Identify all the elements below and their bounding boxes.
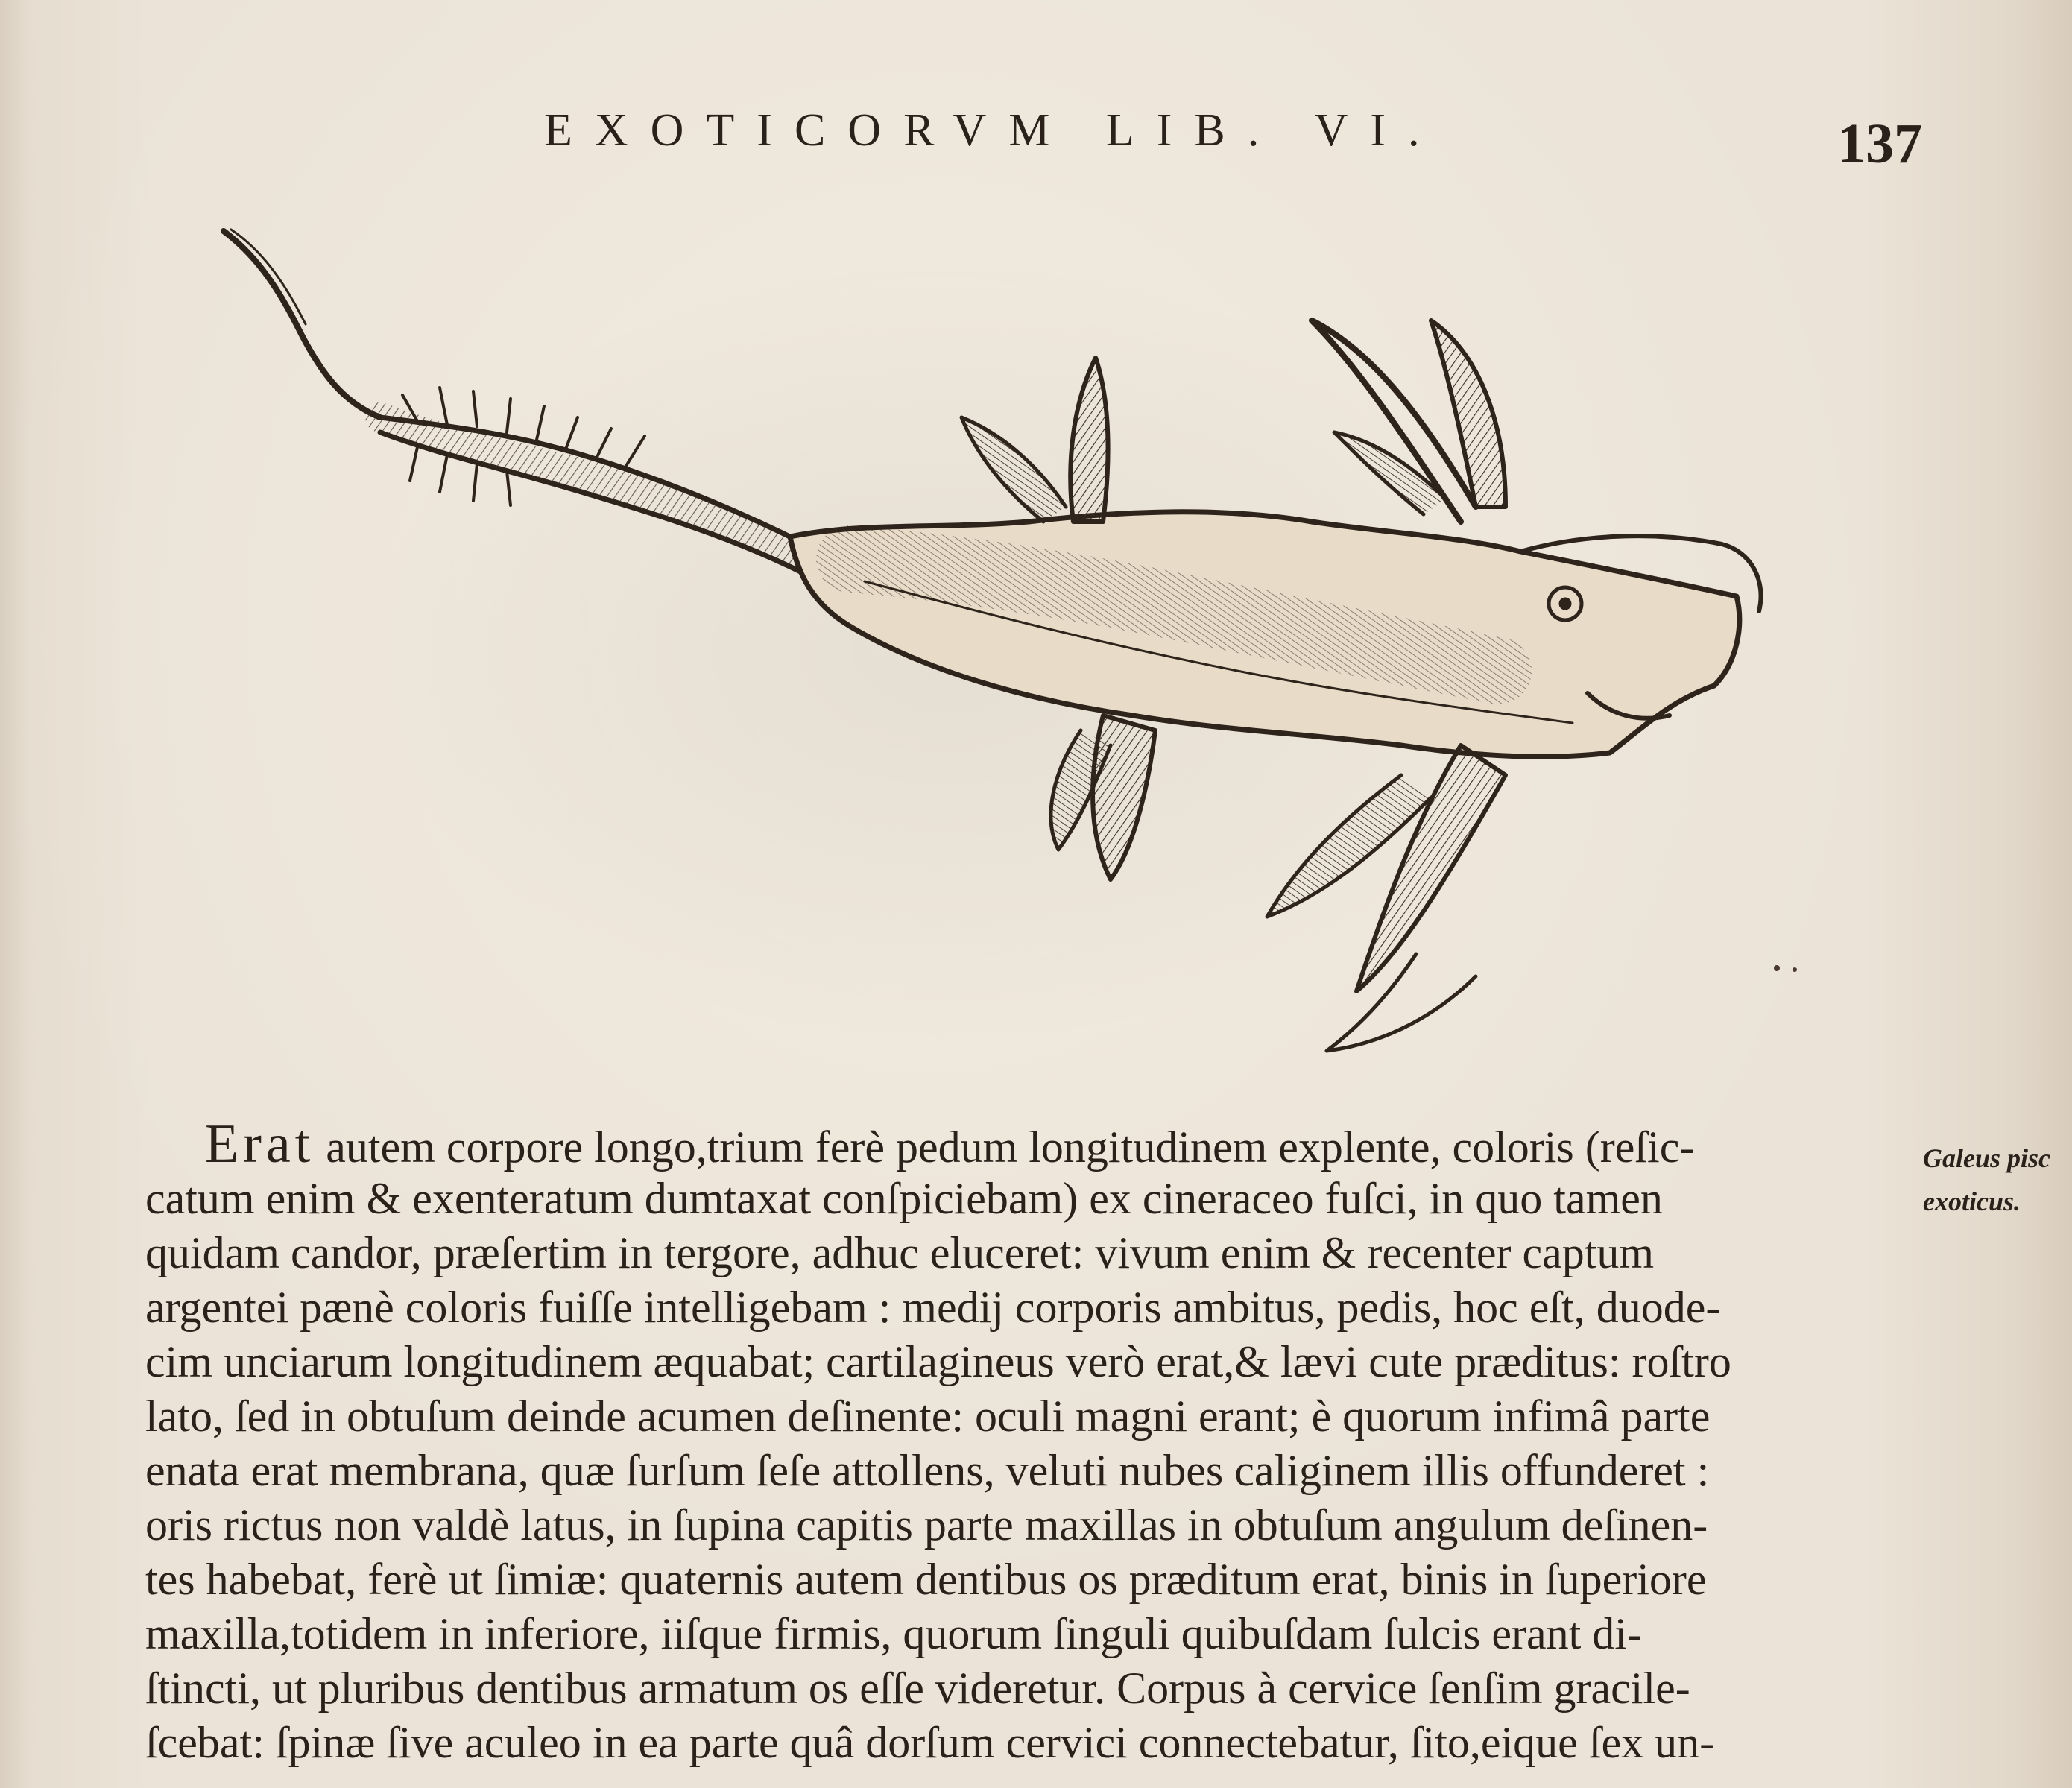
text-line: lato, ſed in obtuſum deinde acumen deſinente: oculi magni erant; è quorum infimâ parte — [145, 1391, 1711, 1441]
text-line: cim unciarum longitudinem æquabat; cartilagineus verò erat,& lævi cute præditus: roſtro — [145, 1337, 1731, 1386]
ink-speck — [1774, 965, 1780, 971]
marginal-note-line: exoticus. — [1923, 1187, 2021, 1216]
text-line: ſcebat: ſpinæ ſive aculeo in ea parte quâ dorſum cervici connectebatur, ſito,eique ſex un- — [145, 1718, 1715, 1767]
shark-woodcut-illustration — [194, 209, 1789, 1088]
ink-speck — [1793, 967, 1797, 972]
initial-word: Erat — [205, 1114, 315, 1175]
text-line: quidam candor, præſertim in tergore, adhuc eluceret: vivum enim & recenter captum — [145, 1228, 1655, 1277]
text-line: oris rictus non valdè latus, in ſupina capitis parte maxillas in obtuſum angulum deſinen- — [145, 1500, 1708, 1550]
body-text — [145, 1114, 1904, 1785]
text-line: ſtincti, ut pluribus dentibus armatum os eſſe videretur. Corpus à cervice ſenſim gracile- — [145, 1664, 1690, 1713]
text-line: Erat autem corpore longo,trium ferè pedum longitudinem explente, coloris (reſic- — [205, 1114, 1695, 1175]
text-line: catum enim & exenteratum dumtaxat conſpiciebam) ex cineraceo fuſci, in quo tamen — [145, 1174, 1663, 1223]
running-title: EXOTICORVM LIB. VI. — [544, 105, 1442, 156]
text-line: maxilla,totidem in inferiore, iiſque firmis, quorum ſinguli quibuſdam ſulcis erant di- — [145, 1609, 1642, 1658]
text-line: tes habebat, ferè ut ſimiæ: quaternis autem dentibus os præditum erat, binis in ſuperiore — [145, 1555, 1707, 1604]
text-line: enata erat membrana, quæ ſurſum ſeſe attollens, veluti nubes caliginem illis offunderet : — [145, 1446, 1710, 1495]
page-number: 137 — [1837, 113, 1922, 175]
text-line: argentei pænè coloris fuiſſe intelligebam : medij corporis ambitus, pedis, hoc eſt, duode- — [145, 1283, 1721, 1332]
marginal-note-line: Galeus pisc — [1923, 1143, 2050, 1173]
marginal-note — [1923, 1137, 2065, 1226]
